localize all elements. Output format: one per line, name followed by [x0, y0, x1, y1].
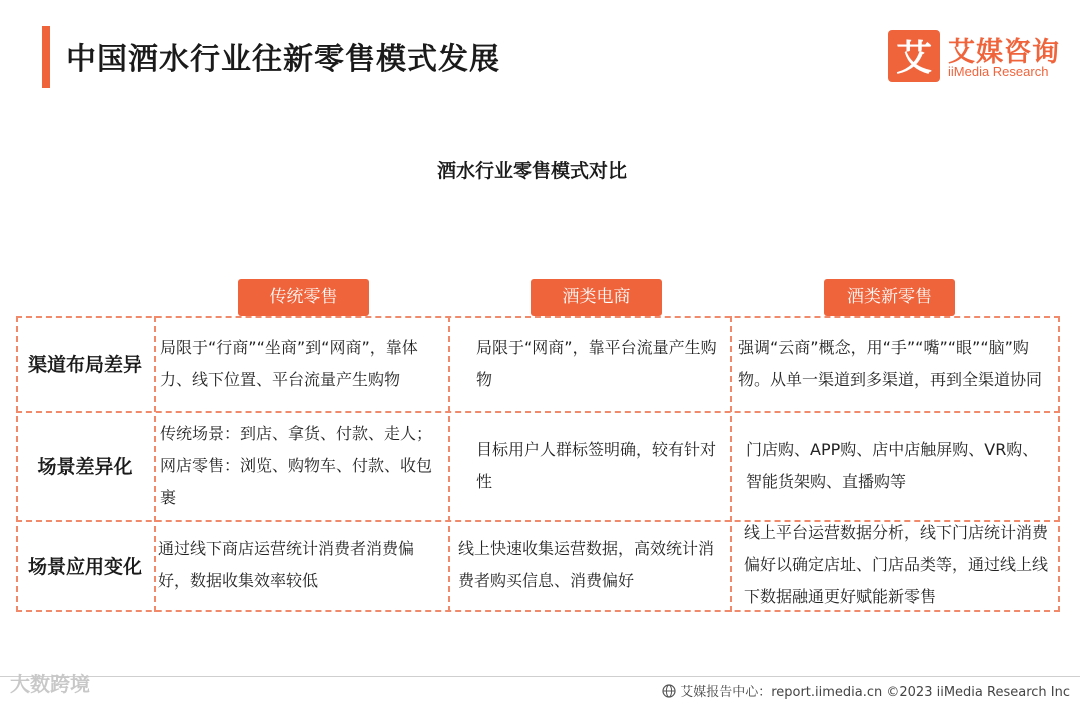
table-cell: 线上快速收集运营数据，高效统计消费者购买信息、消费偏好 — [458, 539, 715, 590]
table-title: 酒水行业零售模式对比 — [436, 160, 627, 182]
table-cell: 门店购、APP购、店中店触屏购、VR购、智能货架购、直播购等 — [746, 439, 1039, 491]
svg-text:艾: 艾 — [895, 38, 933, 79]
brand-logo[interactable] — [888, 30, 1068, 86]
footer-divider — [0, 676, 1080, 677]
globe-icon — [662, 684, 676, 698]
table-cell: 强调“云商”概念，用“手”“嘴”“眼”“脑”购物。从单一渠道到多渠道，再到全渠道协同 — [738, 337, 1043, 389]
table-cell: 目标用户人群标签明确，较有针对性 — [476, 439, 717, 491]
footer-source-text[interactable]: 艾媒报告中心：report.iimedia.cn ©2023 iiMedia Research Inc — [680, 685, 1070, 700]
table-cell: 传统场景：到店、拿货、付款、走人；网店零售：浏览、购物车、付款、收包裹 — [160, 423, 433, 507]
logo-mark-icon — [888, 30, 940, 82]
column-header-new-retail: 酒类新零售 — [824, 279, 955, 316]
page-title: 中国酒水行业往新零售模式发展 — [66, 42, 500, 77]
watermark: 大数跨境 — [10, 672, 90, 696]
column-header-ecommerce: 酒类电商 — [531, 279, 662, 316]
row-label-application: 场景应用变化 — [27, 555, 142, 578]
table-divider — [154, 316, 156, 612]
logo-text-cn: 艾媒咨询 — [948, 37, 1060, 68]
column-header-traditional: 传统零售 — [238, 279, 369, 316]
title-accent-bar — [42, 26, 50, 88]
table-cell: 局限于“网商”，靠平台流量产生购物 — [476, 337, 717, 389]
row-label-channel: 渠道布局差异 — [27, 354, 142, 376]
table-divider — [730, 316, 732, 612]
table-cell: 局限于“行商”“坐商”到“网商”，靠体力、线下位置、平台流量产生购物 — [160, 337, 418, 389]
row-label-scene: 场景差异化 — [37, 456, 133, 478]
logo-text-en: iiMedia Research — [948, 64, 1049, 79]
footer-source — [662, 681, 1070, 700]
table-border — [1058, 316, 1060, 612]
table-divider — [448, 316, 450, 612]
table-cell: 线上平台运营数据分析，线下门店统计消费偏好以确定店址、门店品类等，通过线上线下数据融通更好赋能新零售 — [744, 523, 1049, 606]
table-cell: 通过线下商店运营统计消费者消费偏好，数据收集效率较低 — [158, 539, 415, 590]
